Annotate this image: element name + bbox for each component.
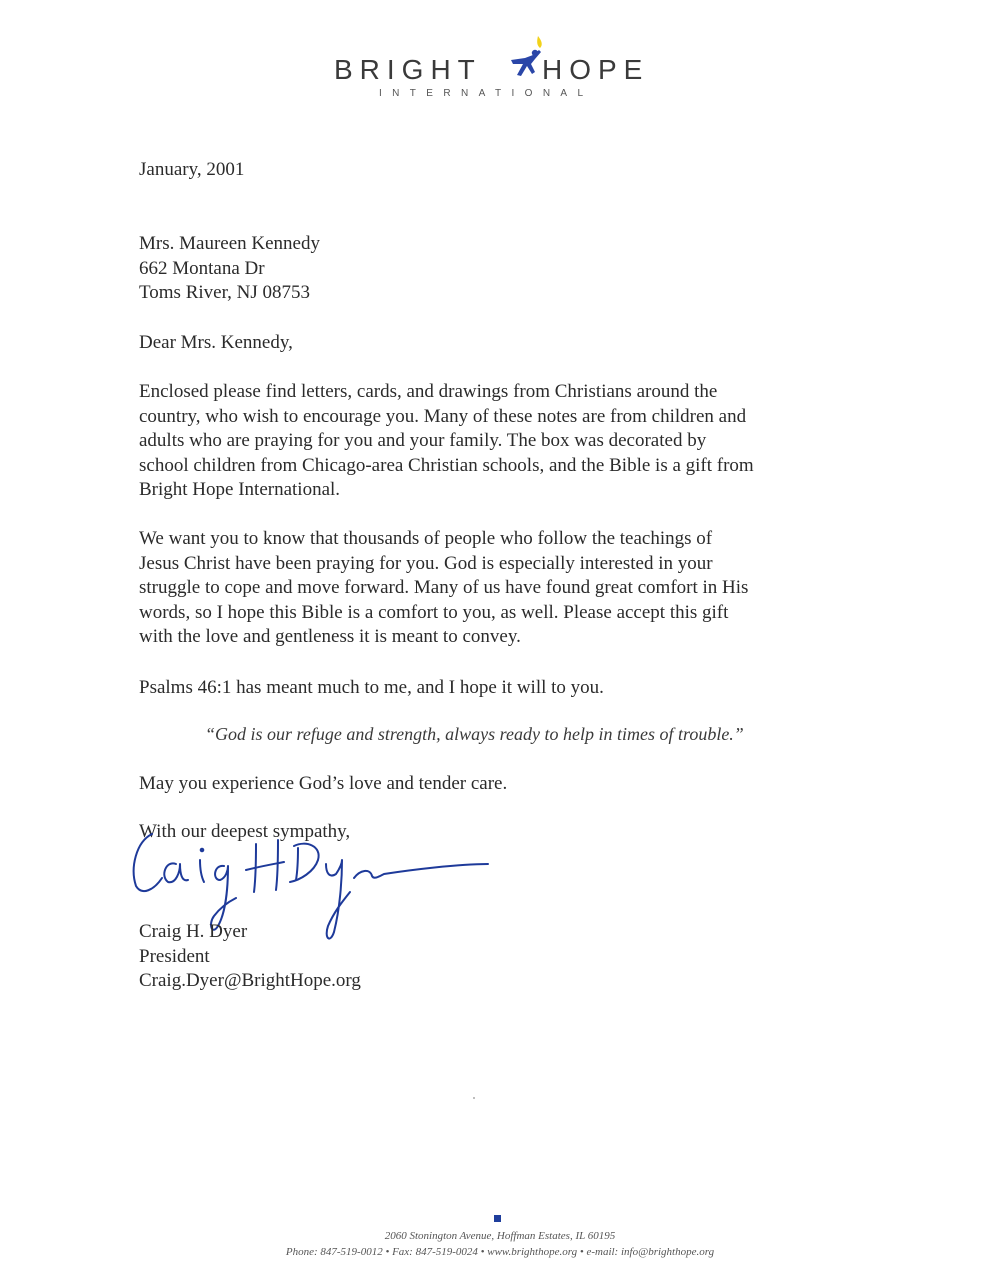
paragraph-line: country, who wish to encourage you. Many of these notes are from children and: [139, 405, 747, 427]
paragraph-line: We want you to know that thousands of people who follow the teachings of: [139, 528, 713, 549]
paragraph-line: Psalms 46:1 has meant much to me, and I hope it will to you.: [139, 677, 604, 698]
scripture-quote: “God is our refuge and strength, always ready to help in times of trouble.”: [205, 724, 744, 744]
paragraph-line: struggle to cope and move forward. Many of us have found great comfort in His: [139, 577, 749, 599]
paragraph-line: school children from Chicago-area Christian schools, and the Bible is a gift from: [139, 454, 754, 476]
paragraph-enclosed: [139, 380, 754, 503]
signer-name: Craig H. Dyer: [139, 921, 248, 942]
letter-date: January, 2001: [139, 159, 245, 180]
recipient-name: Mrs. Maureen Kennedy: [139, 233, 320, 254]
paragraph-line: with the love and gentleness it is meant to convey.: [139, 626, 521, 648]
recipient-address: [139, 232, 320, 306]
paragraph-line: Bright Hope International.: [139, 479, 341, 501]
paragraph-line: words, so I hope this Bible is a comfort to you, as well. Please accept this gift: [139, 601, 729, 623]
paragraph-psalms: [139, 676, 604, 701]
page-speck: [473, 1097, 475, 1099]
signer-email: Craig.Dyer@BrightHope.org: [139, 970, 361, 992]
signer-title: President: [139, 945, 210, 967]
footer-contact: Phone: 847-519-0012 • Fax: 847-519-0024 • www.brighthope.org • e-mail: info@brighthope.org: [285, 1246, 715, 1258]
signature-block: [139, 920, 361, 994]
paragraph-line: Enclosed please find letters, cards, and drawings from Christians around the: [139, 381, 718, 402]
logo-word-bright: BRIGHT: [334, 54, 482, 85]
paragraph-praying: [139, 527, 748, 650]
logo-word-hope: HOPE: [542, 54, 650, 85]
recipient-city: Toms River, NJ 08753: [139, 282, 311, 304]
recipient-street: 662 Montana Dr: [139, 257, 265, 279]
salutation: Dear Mrs. Kennedy,: [139, 332, 293, 353]
closing-wish: May you experience God’s love and tender care.: [139, 773, 508, 794]
paragraph-line: Jesus Christ have been praying for you. God is especially interested in your: [139, 552, 713, 574]
paragraph-line: adults who are praying for you and your family. The box was decorated by: [139, 430, 707, 452]
footer-address: 2060 Stonington Avenue, Hoffman Estates, IL 60195: [384, 1230, 616, 1242]
logo-subtitle: INTERNATIONAL: [379, 88, 594, 99]
complimentary-close: With our deepest sympathy,: [139, 821, 351, 842]
letterhead-logo: [0, 34, 1000, 104]
footer-square-icon: [494, 1215, 501, 1222]
